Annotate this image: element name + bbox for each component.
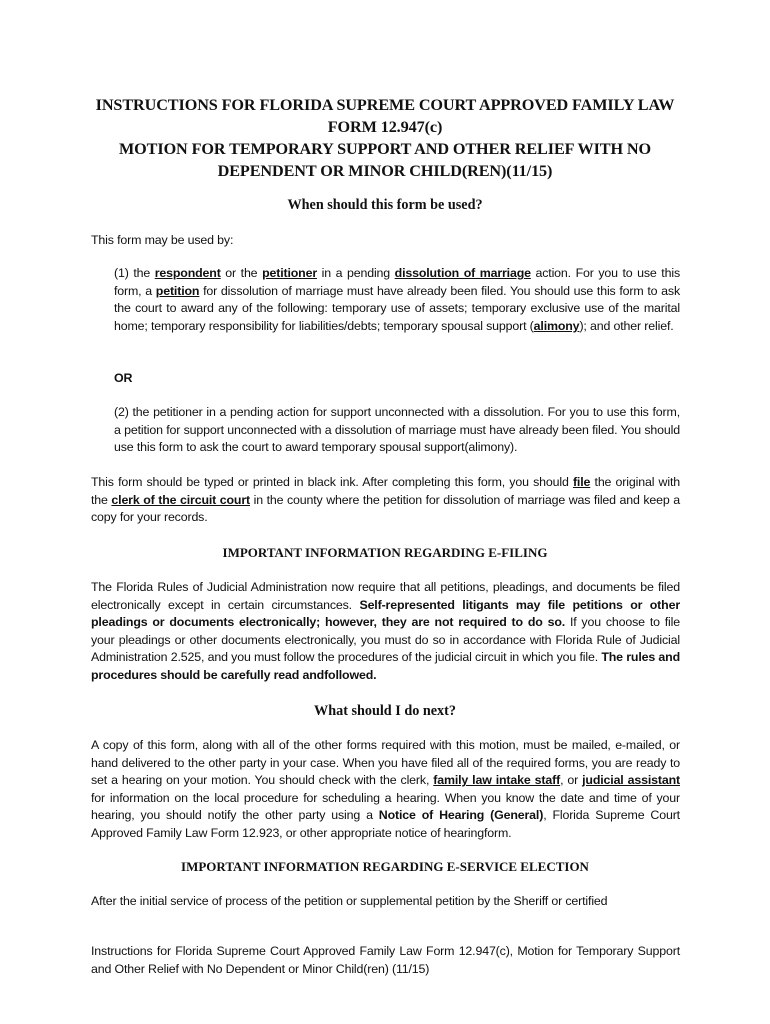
title-line-3: MOTION FOR TEMPORARY SUPPORT AND OTHER RELIEF WITH NO xyxy=(119,140,651,158)
next-text: , or xyxy=(560,773,583,788)
page-title xyxy=(70,94,700,182)
next-paragraph xyxy=(91,737,680,843)
title-line-4: DEPENDENT OR MINOR CHILD(REN)(11/15) xyxy=(217,162,553,180)
family-law-intake-staff-link[interactable]: family law intake staff xyxy=(433,773,561,788)
dissolution-of-marriage-link[interactable]: dissolution of marriage xyxy=(394,266,531,280)
eservice-heading: IMPORTANT INFORMATION REGARDING E-SERVICE ELECTION xyxy=(181,859,589,874)
judicial-assistant-link[interactable]: judicial assistant xyxy=(582,773,680,788)
page-footer: Instructions for Florida Supreme Court Approved Family Law Form 12.947(c), Motion for Temporary Support and Other Relief with No Dependent or Minor Child(ren) (11/15) xyxy=(91,944,680,976)
file-link[interactable]: file xyxy=(572,475,591,489)
or-separator: OR xyxy=(114,371,133,385)
efiling-text: The Florida Rules of Judicial Administration now require that all petitions, pleadings, and documents be filed electronically except in certain circumstances. xyxy=(91,580,680,612)
efiling-text: If you choose to file your pleadings or other documents electronically, you must do so in accordance with Florida Rule of Judicial Administration 2.525, and you must follow the procedures of the judicial circuit in which you file. xyxy=(91,615,680,665)
notice-of-hearing-text: Notice of Hearing (General) xyxy=(378,808,544,823)
item-1-text: (1) the xyxy=(114,266,155,280)
filing-text: in the county where the petition for dissolution of marriage was filed and keep a copy for your records. xyxy=(91,492,680,525)
title-line-1: INSTRUCTIONS FOR FLORIDA SUPREME COURT APPROVED FAMILY LAW xyxy=(95,96,675,114)
respondent-link[interactable]: respondent xyxy=(154,266,221,280)
efiling-heading: IMPORTANT INFORMATION REGARDING E-FILING xyxy=(222,545,548,560)
item-1-text: ); and other relief. xyxy=(579,318,674,333)
filing-paragraph xyxy=(91,474,680,527)
efiling-bold-text: Self-represented litigants may file petitions or other pleadings or documents electronically; however, they are not required to do so. xyxy=(91,597,680,630)
intro-text: This form may be used by: xyxy=(91,233,234,247)
item-1-text: in a pending xyxy=(317,266,395,280)
item-1-text: or the xyxy=(220,266,263,280)
item-1-paragraph xyxy=(114,265,680,335)
petition-link[interactable]: petition xyxy=(155,283,200,298)
efiling-bold-text: The rules and procedures should be carefully read andfollowed. xyxy=(91,650,680,682)
petitioner-link[interactable]: petitioner xyxy=(262,266,318,280)
item-2-paragraph: (2) the petitioner in a pending action for support unconnected with a dissolution. For you to use this form, a petition for support unconnected with a dissolution of marriage must have already been filed. You should use this form to ask the court to award temporary spousal support(alimony). xyxy=(114,405,680,455)
next-text: A copy of this form, along with all of the other forms required with this motion, must be mailed, e-mailed, or hand delivered to the other party in your case. When you have filed all of the required forms, you are ready to set a hearing on your motion. You should check with the clerk, xyxy=(91,738,680,788)
eservice-paragraph: After the initial service of process of the petition or supplemental petition by the Sheriff or certified xyxy=(91,894,608,908)
alimony-link[interactable]: alimony xyxy=(533,318,580,333)
title-line-2: FORM 12.947(c) xyxy=(327,118,443,136)
filing-text: the original with the xyxy=(91,475,680,507)
next-text: for information on the local procedure for scheduling a hearing. When you know the date and time of your hearing, you should notify the other party using a xyxy=(91,790,680,823)
item-1-text: for dissolution of marriage must have already been filed. You should use this form to ask the court to award any of the following: temporary use of assets; temporary exclusive use of the marital home; temporary responsibility for liabilities/debts; temporary spousal support ( xyxy=(114,283,680,333)
efiling-paragraph xyxy=(91,579,680,685)
clerk-of-circuit-court-link[interactable]: clerk of the circuit court xyxy=(111,492,250,507)
when-heading: When should this form be used? xyxy=(287,197,483,213)
filing-text: This form should be typed or printed in black ink. After completing this form, you should xyxy=(91,475,573,489)
item-1-text: action. For you to use this form, a xyxy=(114,266,680,298)
next-text: , Florida Supreme Court Approved Family Law Form 12.923, or other appropriate notice of hearingform. xyxy=(91,808,680,840)
next-heading: What should I do next? xyxy=(314,703,456,719)
